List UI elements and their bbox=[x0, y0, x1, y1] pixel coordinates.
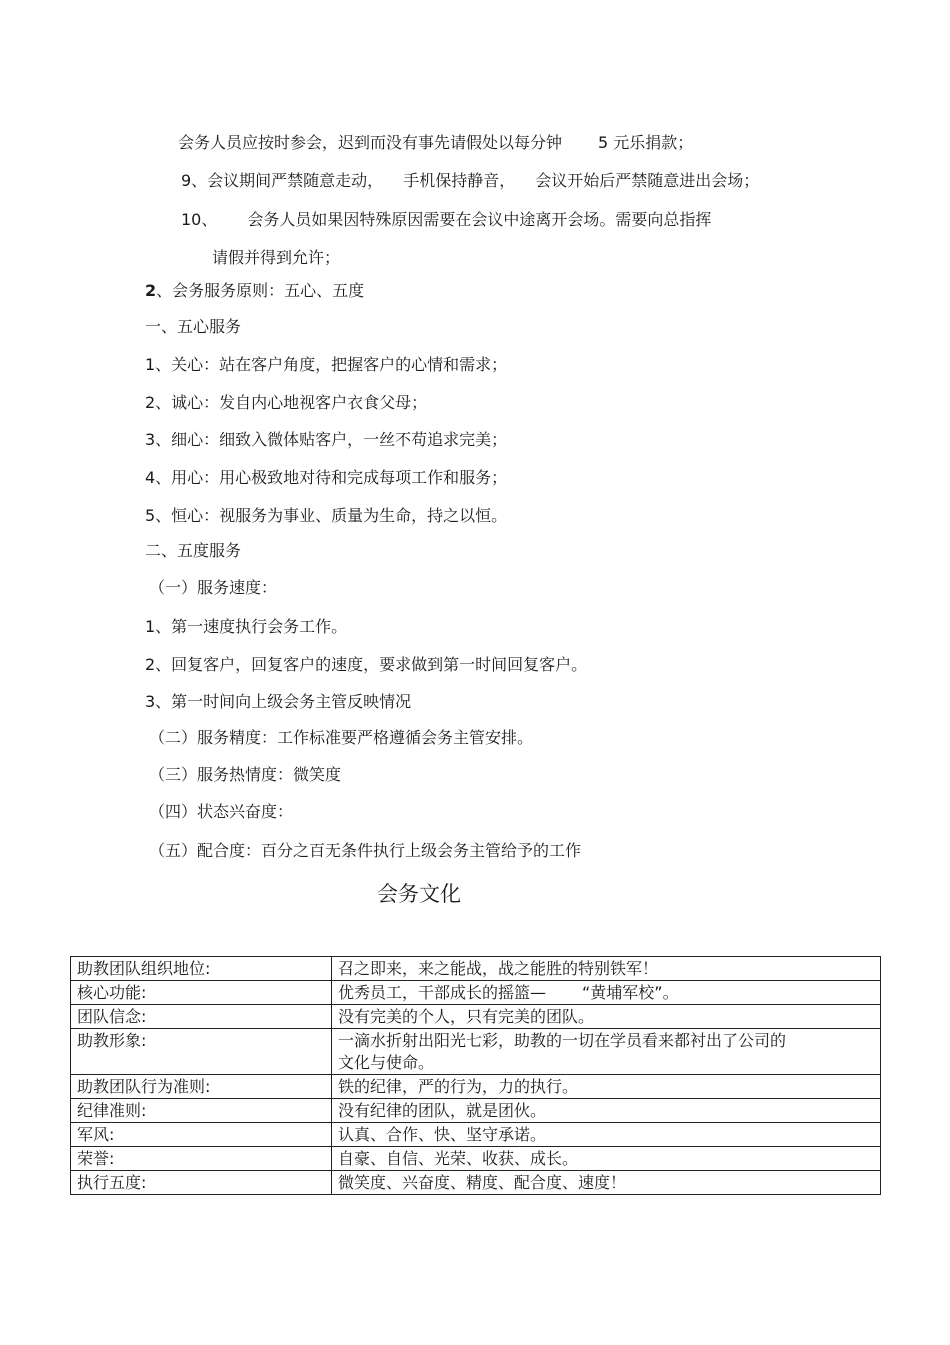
section-2-heading bbox=[145, 281, 364, 301]
row-value: 自豪、自信、光荣、收获、成长。 bbox=[332, 1147, 881, 1171]
section-title: 会务文化 bbox=[377, 882, 461, 906]
rule-10-continued: 请假并得到允许； bbox=[212, 248, 341, 267]
table-row bbox=[71, 1029, 881, 1075]
service-speed-item-3: 3、第一时间向上级会务主管反映情况 bbox=[145, 692, 412, 711]
row-value-line2: 文化与使命。 bbox=[338, 1053, 435, 1072]
five-heart-heading: 一、五心服务 bbox=[145, 317, 242, 336]
service-excitement: （四）状态兴奋度： bbox=[149, 802, 294, 821]
table-row bbox=[71, 957, 881, 981]
row-value bbox=[332, 981, 881, 1005]
row-key: 核心功能: bbox=[71, 981, 332, 1005]
row-value-part2: “黄埔军校”。 bbox=[582, 983, 679, 1002]
table-row bbox=[71, 1147, 881, 1171]
rule-line-9 bbox=[181, 171, 759, 191]
rule-10-text: 会务人员如果因特殊原因需要在会议中途离开会场。需要向总指挥 bbox=[247, 210, 712, 229]
table-row bbox=[71, 1075, 881, 1099]
row-value-line1: 一滴水折射出阳光七彩，助教的一切在学员看来都衬出了公司的 bbox=[338, 1031, 787, 1050]
row-key: 团队信念: bbox=[71, 1005, 332, 1029]
row-key: 助教团队组织地位: bbox=[71, 957, 332, 981]
five-heart-item-3: 3、细心：细致入微体贴客户，一丝不苟追求完美； bbox=[145, 430, 508, 449]
five-degree-heading: 二、五度服务 bbox=[145, 541, 242, 560]
row-key: 纪律准则: bbox=[71, 1099, 332, 1123]
row-value: 没有纪律的团队，就是团伙。 bbox=[332, 1099, 881, 1123]
rule-lateness-fine: 5 元乐捐款； bbox=[598, 133, 694, 152]
rule-line-10 bbox=[181, 210, 711, 230]
row-value: 召之即来，来之能战，战之能胜的特别铁军！ bbox=[332, 957, 881, 981]
culture-table bbox=[70, 956, 881, 1195]
row-value: 没有完美的个人，只有完美的团队。 bbox=[332, 1005, 881, 1029]
service-cooperation: （五）配合度：百分之百无条件执行上级会务主管给予的工作 bbox=[149, 841, 582, 860]
row-value: 微笑度、兴奋度、精度、配合度、速度！ bbox=[332, 1171, 881, 1195]
table-row bbox=[71, 1099, 881, 1123]
table-row bbox=[71, 1123, 881, 1147]
row-value: 铁的纪律，严的行为，力的执行。 bbox=[332, 1075, 881, 1099]
service-speed-item-2: 2、回复客户，回复客户的速度，要求做到第一时间回复客户。 bbox=[145, 655, 588, 674]
row-key: 军风: bbox=[71, 1123, 332, 1147]
rule-10-number: 10、 bbox=[181, 210, 218, 229]
five-heart-item-2: 2、诚心：发自内心地视客户衣食父母； bbox=[145, 393, 428, 412]
table-row bbox=[71, 1171, 881, 1195]
rule-9-part2: 手机保持静音， bbox=[403, 171, 516, 190]
five-heart-item-1: 1、关心：站在客户角度，把握客户的心情和需求； bbox=[145, 355, 508, 374]
row-value bbox=[332, 1029, 881, 1075]
five-heart-item-4: 4、用心：用心极致地对待和完成每项工作和服务； bbox=[145, 468, 508, 487]
service-speed-item-1: 1、第一速度执行会务工作。 bbox=[145, 617, 348, 636]
rule-lateness-text: 会务人员应按时参会，迟到而没有事先请假处以每分钟 bbox=[178, 133, 563, 152]
service-warmth: （三）服务热情度：微笑度 bbox=[149, 765, 342, 784]
service-precision: （二）服务精度：工作标准要严格遵循会务主管安排。 bbox=[149, 728, 534, 747]
row-key: 荣誉: bbox=[71, 1147, 332, 1171]
rule-9-part1: 9、会议期间严禁随意走动， bbox=[181, 171, 384, 190]
table-row bbox=[71, 981, 881, 1005]
rule-9-part3: 会议开始后严禁随意进出会场； bbox=[535, 171, 760, 190]
row-key: 执行五度: bbox=[71, 1171, 332, 1195]
row-value: 认真、合作、快、坚守承诺。 bbox=[332, 1123, 881, 1147]
section-2-text: 、会务服务原则：五心、五度 bbox=[156, 281, 365, 300]
table-row bbox=[71, 1005, 881, 1029]
section-2-number: 2 bbox=[145, 281, 157, 300]
rule-line-lateness bbox=[178, 133, 693, 153]
service-speed-heading: （一）服务速度： bbox=[149, 578, 278, 597]
row-key: 助教团队行为准则: bbox=[71, 1075, 332, 1099]
row-key: 助教形象: bbox=[71, 1029, 332, 1075]
five-heart-item-5: 5、恒心：视服务为事业、质量为生命，持之以恒。 bbox=[145, 506, 508, 525]
row-value-part1: 优秀员工，干部成长的摇篮— bbox=[338, 983, 547, 1002]
